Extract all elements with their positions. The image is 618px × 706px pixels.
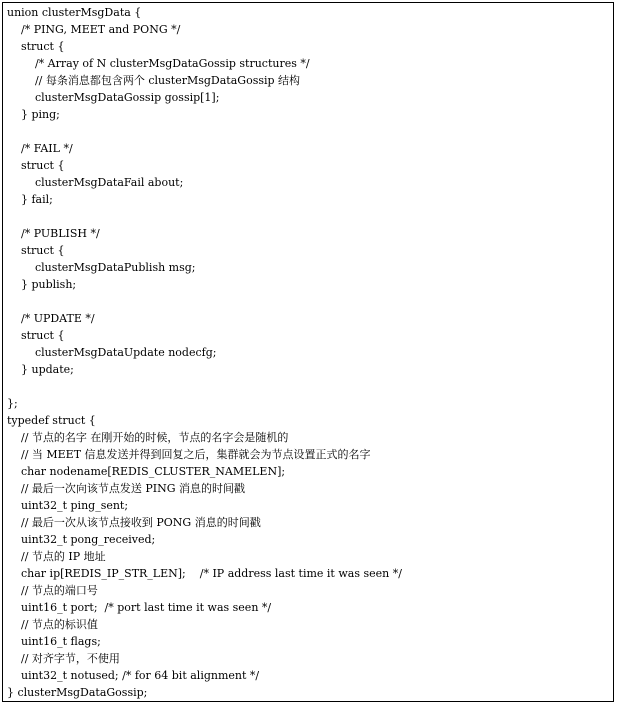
code-line: clusterMsgDataFail about; bbox=[7, 176, 184, 189]
code-line: // 节点的名字 在刚开始的时候，节点的名字会是随机的 bbox=[7, 431, 289, 444]
code-line: } update; bbox=[7, 363, 74, 376]
code-line: typedef struct { bbox=[7, 414, 96, 427]
code-line: // 当 MEET 信息发送并得到回复之后，集群就会为节点设置正式的名字 bbox=[7, 448, 371, 461]
code-line: /* Array of N clusterMsgDataGossip structures */ bbox=[7, 57, 310, 70]
code-line: // 节点的标识值 bbox=[7, 618, 98, 631]
code-line: uint16_t flags; bbox=[7, 635, 101, 648]
code-line: /* UPDATE */ bbox=[7, 312, 95, 325]
code-line: char nodename[REDIS_CLUSTER_NAMELEN]; bbox=[7, 465, 286, 478]
code-line: // 对齐字节，不使用 bbox=[7, 652, 120, 665]
code-line: clusterMsgDataPublish msg; bbox=[7, 261, 196, 274]
code-line bbox=[7, 208, 402, 225]
code-line: // 节点的端口号 bbox=[7, 584, 98, 597]
code-line: /* PUBLISH */ bbox=[7, 227, 100, 240]
code-line bbox=[7, 123, 402, 140]
code-block bbox=[2, 2, 614, 702]
code-line: uint16_t port; /* port last time it was seen */ bbox=[7, 601, 272, 614]
code-line: } publish; bbox=[7, 278, 77, 291]
code-line: clusterMsgDataUpdate nodecfg; bbox=[7, 346, 217, 359]
code-line bbox=[7, 378, 402, 395]
code-line: } fail; bbox=[7, 193, 53, 206]
code-line: /* FAIL */ bbox=[7, 142, 73, 155]
code-line: // 节点的 IP 地址 bbox=[7, 550, 106, 563]
code-line: uint32_t notused; /* for 64 bit alignment */ bbox=[7, 669, 260, 682]
code-line: uint32_t ping_sent; bbox=[7, 499, 129, 512]
code-line: /* PING, MEET and PONG */ bbox=[7, 23, 181, 36]
code-line: // 每条消息都包含两个 clusterMsgDataGossip 结构 bbox=[7, 74, 301, 87]
code-line: } ping; bbox=[7, 108, 60, 121]
code-line: struct { bbox=[7, 159, 65, 172]
code-line: char ip[REDIS_IP_STR_LEN]; /* IP address last time it was seen */ bbox=[7, 567, 402, 580]
code-line: }; bbox=[7, 397, 18, 410]
code-line: // 最后一次从该节点接收到 PONG 消息的时间戳 bbox=[7, 516, 261, 529]
code-lines bbox=[7, 4, 402, 701]
code-line: clusterMsgDataGossip gossip[1]; bbox=[7, 91, 220, 104]
code-line: // 最后一次向该节点发送 PING 消息的时间戳 bbox=[7, 482, 246, 495]
code-line: struct { bbox=[7, 329, 65, 342]
code-line: } clusterMsgDataGossip; bbox=[7, 686, 148, 699]
code-line bbox=[7, 293, 402, 310]
code-line: union clusterMsgData { bbox=[7, 6, 142, 19]
code-line: uint32_t pong_received; bbox=[7, 533, 156, 546]
code-line: struct { bbox=[7, 244, 65, 257]
code-line: struct { bbox=[7, 40, 65, 53]
